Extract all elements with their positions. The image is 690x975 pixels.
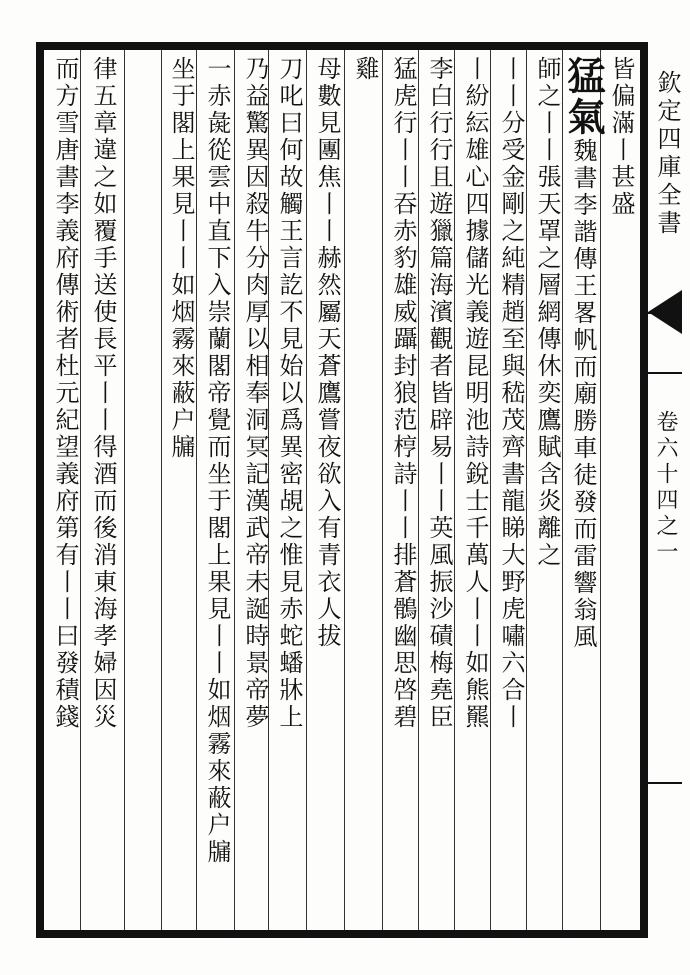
text-column-16: 而方雪唐書李義府傳術者杜元紀望義府第有丨丨曰發積錢 bbox=[51, 56, 79, 731]
column-rule bbox=[234, 50, 235, 930]
column-rule bbox=[382, 50, 383, 930]
margin-rule bbox=[648, 782, 682, 784]
text-column-3: 師之丨丨張天罩之層網傳休奕鷹賦含炎離之 bbox=[533, 56, 561, 569]
margin-rule bbox=[648, 372, 682, 374]
volume-label: 卷六十四之一 bbox=[653, 410, 678, 566]
column-rule bbox=[600, 50, 601, 930]
column-rule bbox=[306, 50, 307, 930]
page-border-bottom bbox=[36, 930, 646, 938]
page-border-top bbox=[36, 42, 646, 50]
text-column-11: 乃益驚異因殺牛分肉厚以相奉洞冥記漢武帝未誕時景帝夢 bbox=[241, 56, 269, 731]
book-title: 欽定四庫全書 bbox=[653, 70, 681, 238]
text-column-7: 猛虎行丨丨吞赤豹雄威躡封狼范梈詩丨丨排蒼鶻幽思啓碧 bbox=[389, 56, 417, 731]
text-column-9: 母數見團焦丨丨赫然屬天蒼鷹嘗夜欲入有青衣人拔 bbox=[313, 56, 341, 650]
text-column-6: 李白行行且遊獵篇海濱觀者皆辟易丨丨英風振沙磧梅堯臣 bbox=[425, 56, 453, 731]
page-border-right bbox=[640, 42, 648, 938]
text-column-1: 皆偏滿丨甚盛 bbox=[607, 56, 635, 218]
text-column-5: 丨紛紜雄心四據儲光義遊昆明池詩銳士千萬人丨丨如熊羆 bbox=[461, 56, 489, 731]
text-column-4: 丨丨分受金剛之純精趙至與嵇茂齊書龍睇大野虎嘯六合丨 bbox=[497, 56, 525, 731]
text-column-15: 律五章違之如覆手送使長平丨丨得酒而後消東海孝婦因災 bbox=[89, 56, 117, 731]
text-column-10: 刀叱曰何故觸王言訖不見始以爲異密覘之惟見赤蛇蟠牀上 bbox=[275, 56, 303, 731]
column-rule bbox=[161, 50, 162, 930]
page-border-left bbox=[36, 42, 44, 938]
text-column-8: 雞 bbox=[351, 56, 379, 83]
text-column-12: 一赤彘從雲中直下入崇蘭閣帝覺而坐于閣上果見丨丨如烟霧來蔽户牖 bbox=[203, 56, 231, 866]
text-column-13: 坐于閣上果見丨丨如烟霧來蔽户牖 bbox=[167, 56, 195, 461]
column-rule bbox=[124, 50, 125, 930]
column-rule bbox=[344, 50, 345, 930]
text-column-2: 猛氣魏書李諧傳王畧帆而廟勝車徒發而雷響翁風 bbox=[561, 56, 606, 651]
fishtail-mark bbox=[648, 290, 682, 334]
